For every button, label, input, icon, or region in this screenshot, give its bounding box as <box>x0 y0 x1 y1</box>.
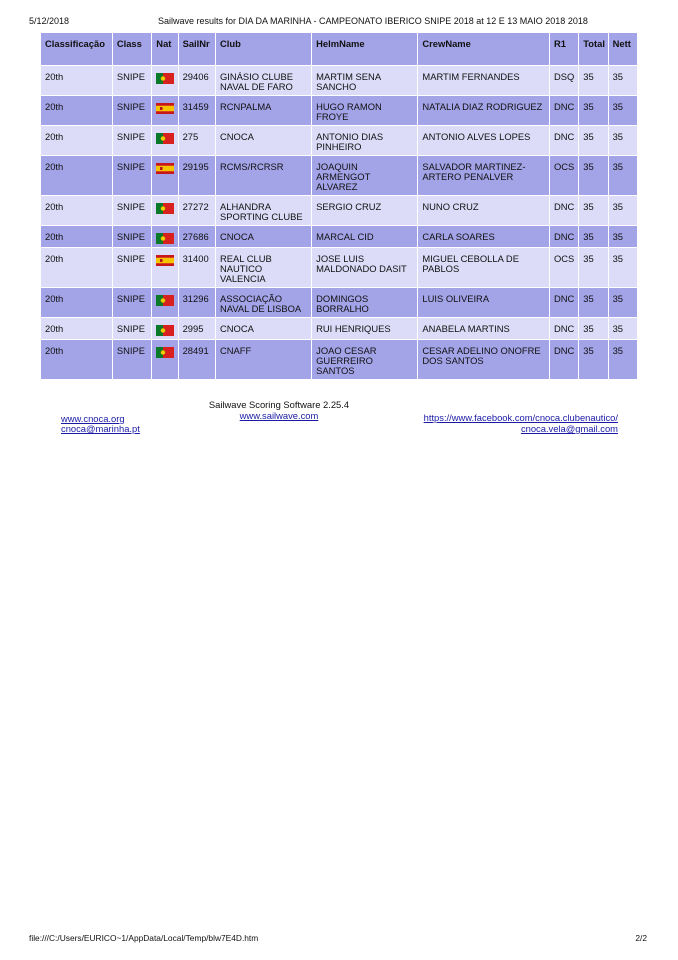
nat-cell <box>152 340 177 379</box>
class-cell: SNIPE <box>113 196 151 225</box>
sail-cell: 28491 <box>179 340 215 379</box>
total-cell: 35 <box>579 288 607 317</box>
crew-cell: NUNO CRUZ <box>418 196 549 225</box>
rank-cell: 20th <box>41 96 112 125</box>
rank-cell: 20th <box>41 156 112 195</box>
crew-cell: LUIS OLIVEIRA <box>418 288 549 317</box>
col-header: HelmName <box>312 33 417 65</box>
sail-cell: 31400 <box>179 248 215 287</box>
crew-cell: SALVADOR MARTINEZ-ARTERO PENALVER <box>418 156 549 195</box>
sail-cell: 29406 <box>179 66 215 95</box>
class-cell: SNIPE <box>113 126 151 155</box>
club-cell: CNAFF <box>216 340 311 379</box>
club-cell: GINÁSIO CLUBE NAVAL DE FARO <box>216 66 311 95</box>
class-cell: SNIPE <box>113 248 151 287</box>
r1-cell: OCS <box>550 156 578 195</box>
facebook-link[interactable]: https://www.facebook.com/cnoca.clubenautico/ <box>423 412 618 423</box>
crew-cell: ANABELA MARTINS <box>418 318 549 339</box>
rank-cell: 20th <box>41 248 112 287</box>
crew-cell: CARLA SOARES <box>418 226 549 247</box>
col-header: SailNr <box>179 33 215 65</box>
club-email-link[interactable]: cnoca@marinha.pt <box>61 423 140 434</box>
table-row <box>41 126 637 155</box>
crew-cell: MIGUEL CEBOLLA DE PABLOS <box>418 248 549 287</box>
r1-cell: DNC <box>550 96 578 125</box>
class-cell: SNIPE <box>113 226 151 247</box>
nat-cell <box>152 248 177 287</box>
rank-cell: 20th <box>41 126 112 155</box>
portugal-flag-icon <box>156 347 174 358</box>
portugal-flag-icon <box>156 73 174 84</box>
total-cell: 35 <box>579 226 607 247</box>
helm-cell: MARTIM SENA SANCHO <box>312 66 417 95</box>
r1-cell: DNC <box>550 288 578 317</box>
r1-cell: DNC <box>550 340 578 379</box>
total-cell: 35 <box>579 96 607 125</box>
helm-cell: RUI HENRIQUES <box>312 318 417 339</box>
r1-cell: DNC <box>550 226 578 247</box>
class-cell: SNIPE <box>113 156 151 195</box>
col-header: Total <box>579 33 607 65</box>
total-cell: 35 <box>579 156 607 195</box>
nett-cell: 35 <box>609 318 637 339</box>
club-website-link[interactable]: www.cnoca.org <box>61 413 125 424</box>
nat-cell <box>152 156 177 195</box>
helm-cell: JOAO CESAR GUERREIRO SANTOS <box>312 340 417 379</box>
sail-cell: 31296 <box>179 288 215 317</box>
helm-cell: ANTONIO DIAS PINHEIRO <box>312 126 417 155</box>
rank-cell: 20th <box>41 340 112 379</box>
portugal-flag-icon <box>156 203 174 214</box>
nett-cell: 35 <box>609 156 637 195</box>
club-cell: ALHANDRA SPORTING CLUBE <box>216 196 311 225</box>
spain-flag-icon <box>156 103 174 114</box>
class-cell: SNIPE <box>113 318 151 339</box>
helm-cell: SERGIO CRUZ <box>312 196 417 225</box>
table-row <box>41 248 637 287</box>
table-header-row <box>41 33 637 65</box>
page-title: Sailwave results for DIA DA MARINHA - CAMPEONATO IBERICO SNIPE 2018 at 12 E 13 MAIO 2018 2018 <box>158 16 588 26</box>
nett-cell: 35 <box>609 66 637 95</box>
spain-flag-icon <box>156 163 174 174</box>
nat-cell <box>152 96 177 125</box>
nat-cell <box>152 66 177 95</box>
r1-cell: DSQ <box>550 66 578 95</box>
crew-cell: ANTONIO ALVES LOPES <box>418 126 549 155</box>
table-row <box>41 288 637 317</box>
sail-cell: 27272 <box>179 196 215 225</box>
print-date: 5/12/2018 <box>29 16 70 26</box>
class-cell: SNIPE <box>113 288 151 317</box>
rank-cell: 20th <box>41 288 112 317</box>
helm-cell: MARCAL CID <box>312 226 417 247</box>
table-row <box>41 66 637 95</box>
sail-cell: 275 <box>179 126 215 155</box>
col-header: Nett <box>609 33 637 65</box>
page-number: 2/2 <box>635 933 647 943</box>
nat-cell <box>152 126 177 155</box>
total-cell: 35 <box>579 340 607 379</box>
nett-cell: 35 <box>609 126 637 155</box>
sail-cell: 29195 <box>179 156 215 195</box>
helm-cell: JOAQUIN ARMENGOT ALVAREZ <box>312 156 417 195</box>
club-cell: REAL CLUB NAUTICO VALENCIA <box>216 248 311 287</box>
table-row <box>41 156 637 195</box>
rank-cell: 20th <box>41 226 112 247</box>
col-header: CrewName <box>418 33 549 65</box>
nett-cell: 35 <box>609 288 637 317</box>
print-file-path: file:///C:/Users/EURICO~1/AppData/Local/Temp/blw7E4D.htm <box>29 933 259 943</box>
table-row <box>41 196 637 225</box>
software-credit: Sailwave Scoring Software 2.25.4 <box>208 399 350 410</box>
helm-cell: HUGO RAMON FROYE <box>312 96 417 125</box>
nat-cell <box>152 226 177 247</box>
rank-cell: 20th <box>41 318 112 339</box>
nett-cell: 35 <box>609 196 637 225</box>
sail-cell: 27686 <box>179 226 215 247</box>
table-row <box>41 340 637 379</box>
total-cell: 35 <box>579 66 607 95</box>
class-cell: SNIPE <box>113 340 151 379</box>
r1-cell: DNC <box>550 196 578 225</box>
club-cell: CNOCA <box>216 226 311 247</box>
crew-cell: MARTIM FERNANDES <box>418 66 549 95</box>
col-header: Class <box>113 33 151 65</box>
total-cell: 35 <box>579 318 607 339</box>
sail-cell: 31459 <box>179 96 215 125</box>
nett-cell: 35 <box>609 340 637 379</box>
results-table <box>40 32 638 380</box>
nett-cell: 35 <box>609 226 637 247</box>
col-header: Club <box>216 33 311 65</box>
total-cell: 35 <box>579 248 607 287</box>
helm-cell: DOMINGOS BORRALHO <box>312 288 417 317</box>
table-row <box>41 96 637 125</box>
class-cell: SNIPE <box>113 96 151 125</box>
nett-cell: 35 <box>609 96 637 125</box>
club-cell: ASSOCIAÇÃO NAVAL DE LISBOA <box>216 288 311 317</box>
sailwave-link[interactable]: www.sailwave.com <box>239 410 319 421</box>
club-cell: CNOCA <box>216 318 311 339</box>
crew-cell: NATALIA DIAZ RODRIGUEZ <box>418 96 549 125</box>
nat-cell <box>152 288 177 317</box>
nett-cell: 35 <box>609 248 637 287</box>
total-cell: 35 <box>579 126 607 155</box>
r1-cell: OCS <box>550 248 578 287</box>
portugal-flag-icon <box>156 295 174 306</box>
table-row <box>41 318 637 339</box>
crew-cell: CESAR ADELINO ONOFRE DOS SANTOS <box>418 340 549 379</box>
sailing-email-link[interactable]: cnoca.vela@gmail.com <box>520 423 618 434</box>
r1-cell: DNC <box>550 318 578 339</box>
total-cell: 35 <box>579 196 607 225</box>
rank-cell: 20th <box>41 196 112 225</box>
nat-cell <box>152 318 177 339</box>
portugal-flag-icon <box>156 133 174 144</box>
col-header: R1 <box>550 33 578 65</box>
portugal-flag-icon <box>156 233 174 244</box>
club-cell: RCNPALMA <box>216 96 311 125</box>
club-cell: CNOCA <box>216 126 311 155</box>
portugal-flag-icon <box>156 325 174 336</box>
nat-cell <box>152 196 177 225</box>
helm-cell: JOSE LUIS MALDONADO DASIT <box>312 248 417 287</box>
col-header: Classificação <box>41 33 112 65</box>
rank-cell: 20th <box>41 66 112 95</box>
club-cell: RCMS/RCRSR <box>216 156 311 195</box>
class-cell: SNIPE <box>113 66 151 95</box>
col-header: Nat <box>152 33 177 65</box>
r1-cell: DNC <box>550 126 578 155</box>
sail-cell: 2995 <box>179 318 215 339</box>
spain-flag-icon <box>156 255 174 266</box>
table-row <box>41 226 637 247</box>
